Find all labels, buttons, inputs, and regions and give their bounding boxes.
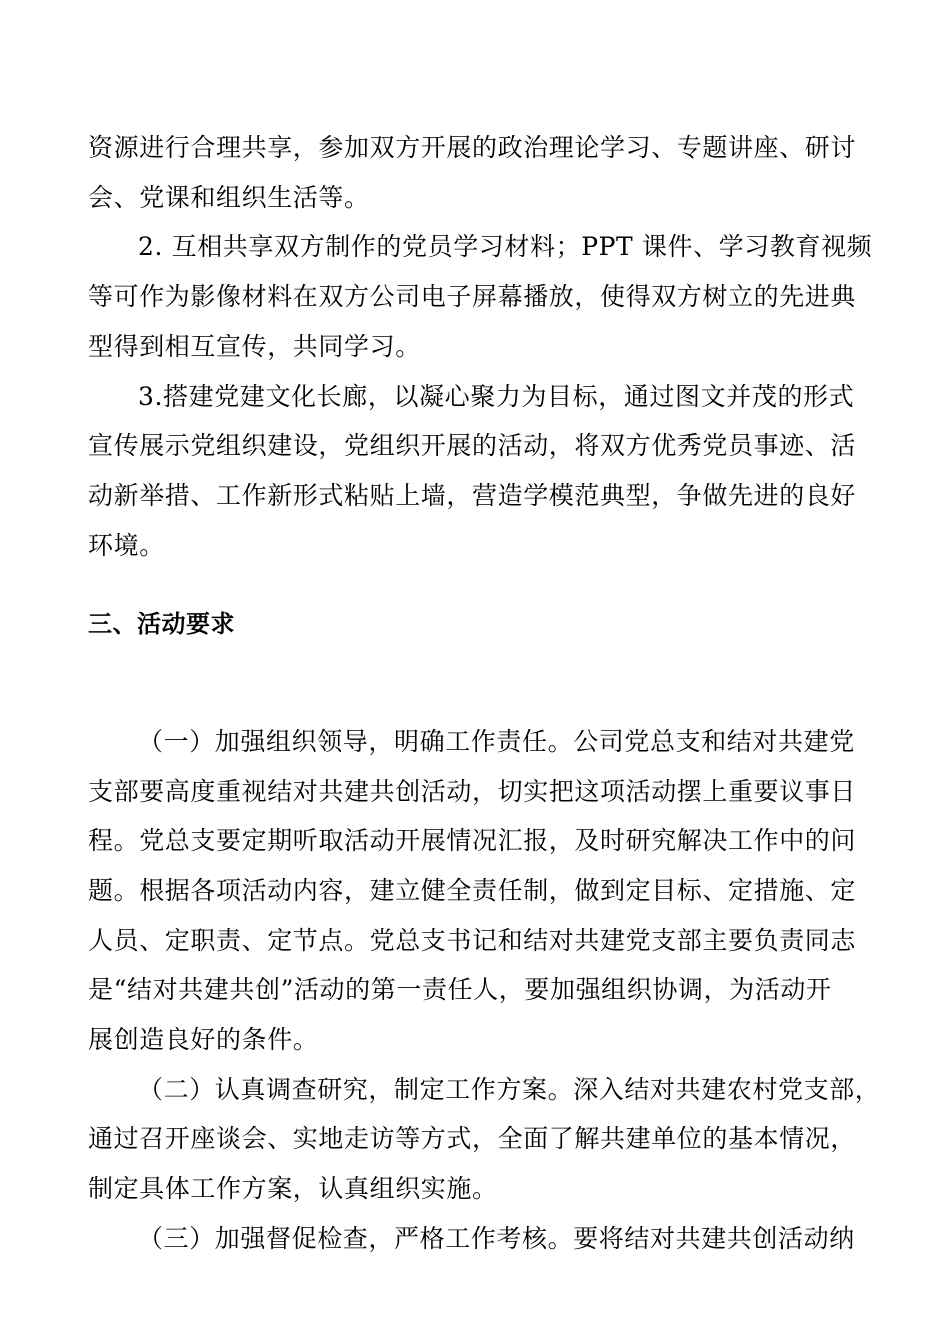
- text-line: （三）加强督促检查，严格工作考核。要将结对共建共创活动纳: [138, 1224, 855, 1253]
- text-line: 展创造良好的条件。: [88, 1025, 319, 1054]
- text-line: 制定具体工作方案，认真组织实施。: [88, 1174, 498, 1203]
- text-line: （二）认真调查研究，制定工作方案。深入结对共建农村党支部，: [138, 1075, 881, 1104]
- text-line: 支部要高度重视结对共建共创活动，切实把这项活动摆上重要议事日: [88, 777, 857, 806]
- text-line: 环境。: [88, 531, 165, 560]
- text-line: 宣传展示党组织建设，党组织开展的活动，将双方优秀党员事迹、活: [88, 431, 857, 460]
- text-line: 通过召开座谈会、实地走访等方式，全面了解共建单位的基本情况，: [88, 1124, 857, 1153]
- text-line: 2. 互相共享双方制作的党员学习材料；PPT 课件、学习教育视频: [138, 232, 873, 261]
- text-line: （一）加强组织领导，明确工作责任。公司党总支和结对共建党: [138, 727, 855, 756]
- text-line: 3.搭建党建文化长廊，以凝心聚力为目标，通过图文并茂的形式: [138, 382, 855, 411]
- text-line: 型得到相互宣传，共同学习。: [88, 332, 421, 361]
- text-line: 人员、定职责、定节点。党总支书记和结对共建党支部主要负责同志: [88, 926, 857, 955]
- text-line: 程。党总支要定期听取活动开展情况汇报，及时研究解决工作中的问: [88, 826, 857, 855]
- text-line: 动新举措、工作新形式粘贴上墙，营造学模范典型，争做先进的良好: [88, 481, 857, 510]
- text-line: 会、党课和组织生活等。: [88, 183, 370, 212]
- text-line: 是“结对共建共创”活动的第一责任人，要加强组织协调，为活动开: [88, 975, 832, 1004]
- section-heading: 三、活动要求: [88, 610, 235, 638]
- text-line: 题。根据各项活动内容，建立健全责任制，做到定目标、定措施、定: [88, 876, 857, 905]
- text-line: 等可作为影像材料在双方公司电子屏幕播放，使得双方树立的先进典: [88, 282, 857, 311]
- text-line: 资源进行合理共享，参加双方开展的政治理论学习、专题讲座、研讨: [88, 133, 857, 162]
